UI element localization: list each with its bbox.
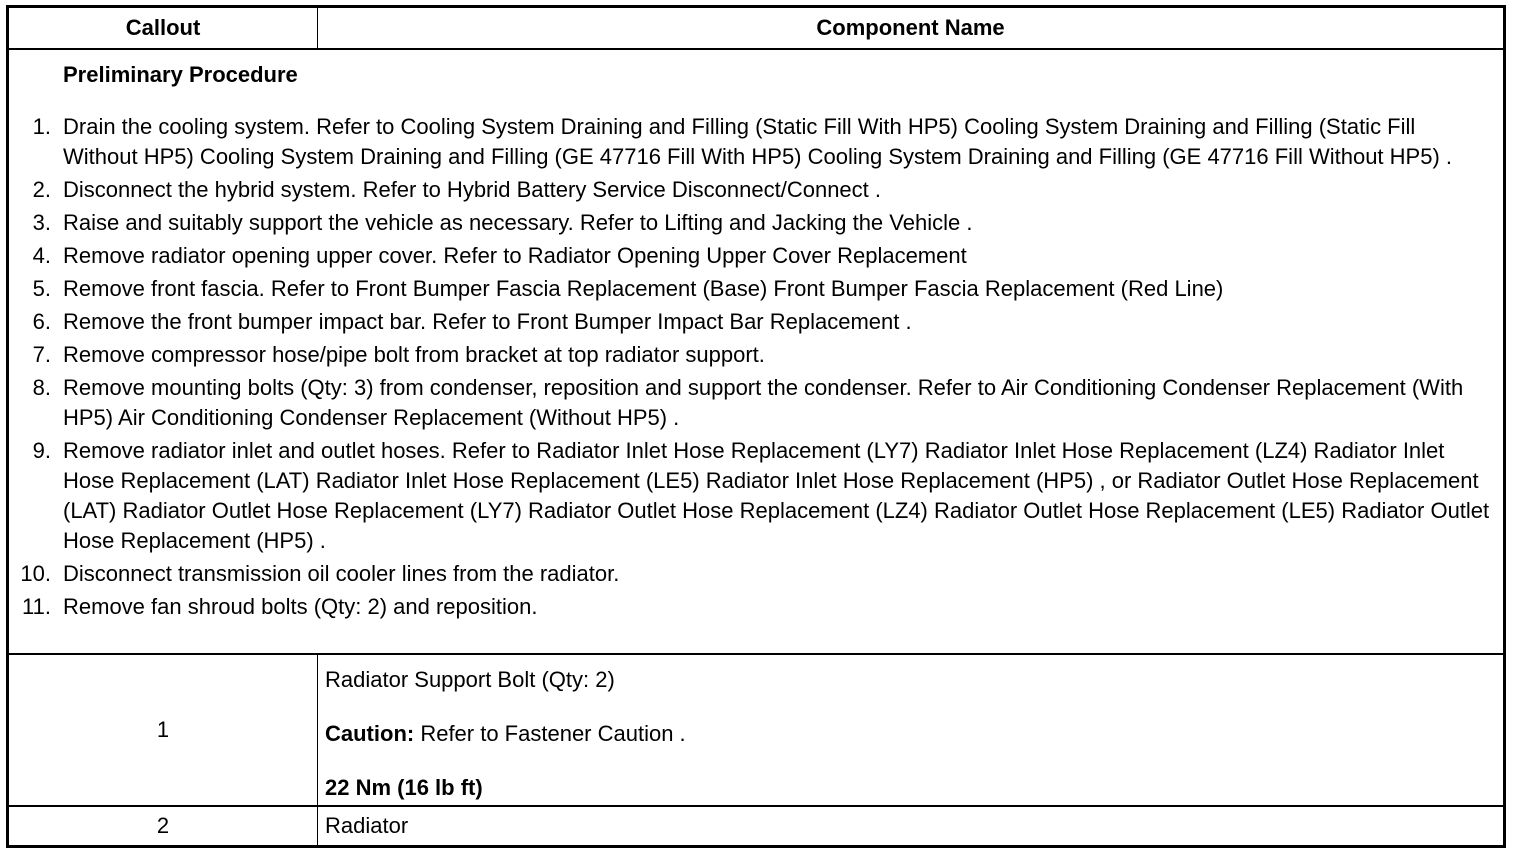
component-name: Radiator Support Bolt (Qty: 2)	[325, 667, 615, 692]
callout-cell: 1	[9, 655, 318, 805]
callout-cell: 2	[9, 807, 318, 845]
component-table	[6, 5, 1506, 848]
caution-text: Refer to Fastener Caution .	[414, 721, 686, 746]
step-text: Disconnect the hybrid system. Refer to Hybrid Battery Service Disconnect/Connect .	[63, 177, 882, 202]
procedure-step	[9, 436, 1503, 556]
preliminary-procedure-title: Preliminary Procedure	[63, 62, 298, 87]
procedure-step	[9, 241, 1503, 271]
step-text: Remove radiator inlet and outlet hoses. Refer to Radiator Inlet Hose Replacement (LY7) Radiator Inlet Hose Replacement (LZ4) Radiator Inlet Hose Replacement (LAT) Radiator Inlet Hose Replacement (LE5) Radiator Inlet Hose Replacement (HP5) , or Radiator Outlet Hose Replacement (LAT) Radiator Outlet Hose Replacement (LY7) Radiator Outlet Hose Replacement (LZ4) Radiator Outlet Hose Replacement (LE5) Radiator Outlet Hose Replacement (HP5) .	[63, 438, 1490, 553]
step-text: Remove front fascia. Refer to Front Bumper Fascia Replacement (Base) Front Bumper Fascia Replacement (Red Line)	[63, 276, 1224, 301]
step-number: 4.	[32, 243, 51, 268]
procedure-step	[9, 175, 1503, 205]
step-text: Remove the front bumper impact bar. Refer to Front Bumper Impact Bar Replacement .	[63, 309, 912, 334]
step-number: 3.	[32, 210, 51, 235]
procedure-step	[9, 592, 1503, 622]
header-callout: Callout	[9, 8, 318, 48]
step-number: 9.	[32, 438, 51, 463]
torque-spec: 22 Nm (16 lb ft)	[325, 775, 483, 800]
table-row	[9, 655, 1503, 807]
procedure-step	[9, 340, 1503, 370]
procedure-step	[9, 307, 1503, 337]
table-header-row	[9, 8, 1503, 50]
procedure-step	[9, 208, 1503, 238]
step-number: 1.	[32, 114, 51, 139]
procedure-step	[9, 373, 1503, 433]
step-number: 6.	[32, 309, 51, 334]
step-number: 8.	[32, 375, 51, 400]
header-component-name: Component Name	[816, 15, 1005, 40]
procedure-step	[9, 274, 1503, 304]
step-number: 10.	[20, 561, 51, 586]
table-row	[9, 807, 1503, 845]
step-text: Disconnect transmission oil cooler lines from the radiator.	[63, 561, 620, 586]
step-number: 5.	[32, 276, 51, 301]
step-number: 2.	[32, 177, 51, 202]
procedure-step	[9, 559, 1503, 589]
procedure-step	[9, 112, 1503, 172]
step-text: Remove compressor hose/pipe bolt from bracket at top radiator support.	[63, 342, 765, 367]
step-text: Remove radiator opening upper cover. Refer to Radiator Opening Upper Cover Replacement	[63, 243, 967, 268]
step-number: 11.	[22, 594, 51, 619]
component-name: Radiator	[325, 813, 409, 838]
step-number: 7.	[32, 342, 51, 367]
step-text: Remove fan shroud bolts (Qty: 2) and reposition.	[63, 594, 538, 619]
step-text: Remove mounting bolts (Qty: 3) from condenser, reposition and support the condenser. Refer to Air Conditioning Condenser Replacement (With HP5) Air Conditioning Condenser Replacement (Without HP5) .	[63, 375, 1464, 430]
step-text: Drain the cooling system. Refer to Cooling System Draining and Filling (Static Fill With HP5) Cooling System Draining and Filling (Static Fill Without HP5) Cooling System Draining and Filling (GE 47716 Fill With HP5) Cooling System Draining and Filling (GE 47716 Fill Without HP5) .	[63, 114, 1452, 169]
caution-label: Caution:	[325, 721, 415, 746]
caution-note	[325, 721, 686, 747]
preliminary-procedure-row	[9, 50, 1503, 655]
procedure-steps-list	[9, 112, 1503, 625]
step-text: Raise and suitably support the vehicle as necessary. Refer to Lifting and Jacking the Vehicle .	[63, 210, 973, 235]
